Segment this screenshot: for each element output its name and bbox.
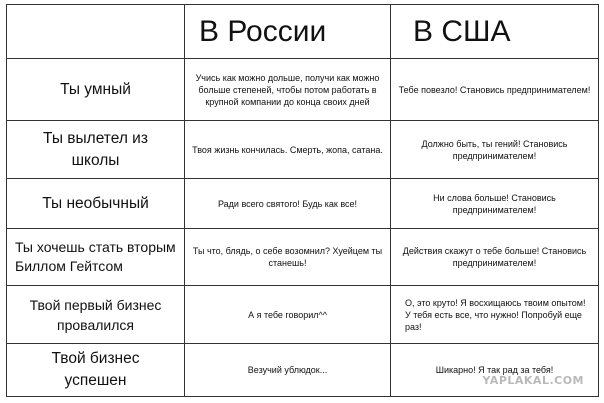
usa-response: Должно быть, ты гений! Становись предпринимателем! (391, 121, 599, 179)
situation-cell: Ты вылетел из школы (7, 121, 185, 179)
table-row (7, 121, 599, 179)
usa-response: Действия скажут о тебе больше! Становись предпринимателем! (391, 229, 599, 286)
russia-response: Ради всего святого! Будь как все! (185, 179, 391, 229)
header-usa: В США (391, 5, 599, 59)
table-row (7, 59, 599, 121)
table-row (7, 344, 599, 397)
header-russia: В России (185, 5, 391, 59)
russia-response: Учись как можно дольше, получи как можно больше степеней, чтобы потом работать в крупной компании до конца своих дней (185, 59, 391, 121)
russia-response: Везучий ублюдок... (185, 344, 391, 397)
usa-response: Тебе повезло! Становись предпринимателем! (391, 59, 599, 121)
usa-response: Шикарно! Я так рад за тебя! (391, 344, 599, 397)
watermark: YAPLAKAL.COM (482, 374, 584, 387)
situation-cell: Твой первый бизнес провалился (7, 286, 185, 344)
russia-response: А я тебе говорил^^ (185, 286, 391, 344)
situation-cell: Ты хочешь стать вторым Биллом Гейтсом (7, 229, 185, 286)
table-row (7, 229, 599, 286)
usa-response: Ни слова больше! Становись предпринимателем! (391, 179, 599, 229)
russia-response: Твоя жизнь кончилась. Смерть, жопа, сатана. (185, 121, 391, 179)
situation-cell: Твой бизнес успешен (7, 344, 185, 397)
russia-response: Ты что, блядь, о себе возомнил? Хуейцем ты станешь! (185, 229, 391, 286)
table-row (7, 179, 599, 229)
situation-cell: Ты умный (7, 59, 185, 121)
header-row (7, 5, 599, 59)
usa-response: О, это круто! Я восхищаюсь твоим опытом! У тебя есть все, что нужно! Попробуй еще раз! (391, 286, 599, 344)
comparison-table (6, 4, 599, 397)
table-row (7, 286, 599, 344)
situation-cell: Ты необычный (7, 179, 185, 229)
empty-corner-cell (7, 5, 185, 59)
